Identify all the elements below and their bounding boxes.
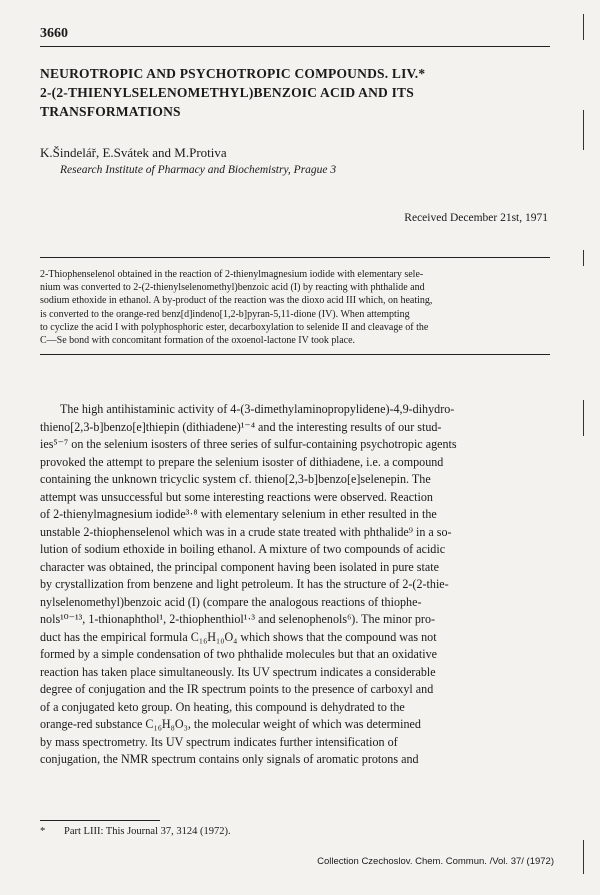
- scan-margin-mark: [583, 840, 584, 874]
- scan-margin-mark: [583, 14, 584, 40]
- scan-margin-mark: [583, 250, 584, 266]
- body-line: nols¹⁰⁻¹³, 1-thionaphthol¹, 2-thiophenthiol¹·³ and selenophenols⁶). The minor pro-: [40, 612, 436, 626]
- body-line: provoked the attempt to prepare the selenium isoster of dithiadene, i.e. a compound: [40, 454, 444, 469]
- body-line: degree of conjugation and the IR spectrum points to the presence of carboxyl and: [40, 682, 434, 696]
- abstract-line: 2-Thiophenselenol obtained in the reaction of 2-thienylmagnesium iodide with elementary sele-: [40, 269, 424, 280]
- body-line: by mass spectrometry. Its UV spectrum indicates further intensification of: [40, 734, 398, 749]
- authors: K.Šindelář, E.Svátek and M.Protiva: [40, 145, 227, 160]
- affiliation: Research Institute of Pharmacy and Biochemistry, Prague 3: [60, 164, 337, 176]
- body-line: ies⁵⁻⁷ on the selenium isosters of three series of sulfur-containing psychotropic agents: [40, 437, 457, 451]
- abstract-bottom-rule: [40, 354, 550, 355]
- body-line: thieno[2,3-b]benzo[e]thiepin (dithiadene)¹⁻⁴ and the interesting results of our stud-: [40, 419, 442, 434]
- body-line: by crystallization from benzene and light petroleum. It has the structure of 2-(2-thie-: [40, 577, 449, 591]
- scan-margin-mark: [583, 400, 584, 436]
- abstract-line: nium was converted to 2-(2-thienylselenomethyl)benzoic acid (I) by reacting with phthalide and: [40, 282, 425, 294]
- body-line: character was obtained, the principal component having been isolated in pure state: [40, 559, 439, 574]
- journal-footer: Collection Czechoslov. Chem. Commun. /Vol. 37/ (1972): [317, 856, 554, 867]
- abstract-line: sodium ethoxide in ethanol. A by-product of the reaction was the dioxo acid III which, on heating,: [40, 295, 433, 307]
- body-line: duct has the empirical formula C₁₆H₁₀O₄ which shows that the compound was not: [40, 629, 437, 644]
- footnote-rule: [40, 820, 160, 821]
- body-line: of 2-thienylmagnesium iodide³·⁸ with elementary selenium in ether resulted in the: [40, 507, 437, 521]
- abstract: [40, 268, 550, 347]
- body-line: reaction has taken place simultaneously. Its UV spectrum indicates a considerable: [40, 664, 436, 679]
- body-line: unstable 2-thiophenselenol which was in a crude state treated with phthalide⁹ in a so-: [40, 524, 452, 539]
- abstract-line: to cyclize the acid I with polyphosphoric ester, decarboxylation to selenide II and cleavage of the: [40, 321, 429, 333]
- received-date: Received December 21st, 1971: [404, 212, 548, 224]
- header-rule: [40, 46, 550, 47]
- article-title: [40, 64, 540, 121]
- body-line: orange-red substance C₁₆H₈O₃, the molecular weight of which was determined: [40, 717, 421, 731]
- footnote-text: Part LIII: This Journal 37, 3124 (1972).: [64, 826, 231, 837]
- abstract-line: C—Se bond with concomitant formation of the oxoenol-lactone IV took place.: [40, 335, 356, 347]
- scan-margin-mark: [583, 110, 584, 150]
- body-line: of a conjugated keto group. On heating, this compound is dehydrated to the: [40, 699, 405, 714]
- page-number: 3660: [40, 26, 68, 41]
- title-line: NEUROTROPIC AND PSYCHOTROPIC COMPOUNDS. LIV.*: [40, 66, 426, 81]
- body-line: conjugation, the NMR spectrum contains only signals of aromatic protons and: [40, 752, 419, 766]
- body-line: lution of sodium ethoxide in boiling ethanol. A mixture of two compounds of acidic: [40, 542, 446, 556]
- footnote: [40, 826, 231, 837]
- body-line: The high antihistaminic activity of 4-(3-dimethylaminopropylidene)-4,9-dihydro-: [60, 402, 455, 416]
- body-text: [40, 401, 555, 769]
- abstract-line: is converted to the orange-red benz[d]indeno[1,2-b]pyran-5,11-dione (IV). When attempting: [40, 308, 410, 320]
- body-line: formed by a simple condensation of two phthalide molecules but that an oxidative: [40, 647, 437, 661]
- abstract-top-rule: [40, 257, 550, 258]
- body-line: attempt was unsuccessful but some interesting reactions were observed. Reaction: [40, 489, 433, 504]
- footnote-mark: *: [40, 826, 46, 837]
- body-line: containing the unknown tricyclic system cf. thieno[2,3-b]benzo[e]selenepin. The: [40, 472, 431, 486]
- title-line: TRANSFORMATIONS: [40, 104, 181, 119]
- title-line: 2-(2-THIENYLSELENOMETHYL)BENZOIC ACID AND ITS: [40, 85, 414, 100]
- body-line: nylselenomethyl)benzoic acid (I) (compare the analogous reactions of thiophe-: [40, 594, 422, 609]
